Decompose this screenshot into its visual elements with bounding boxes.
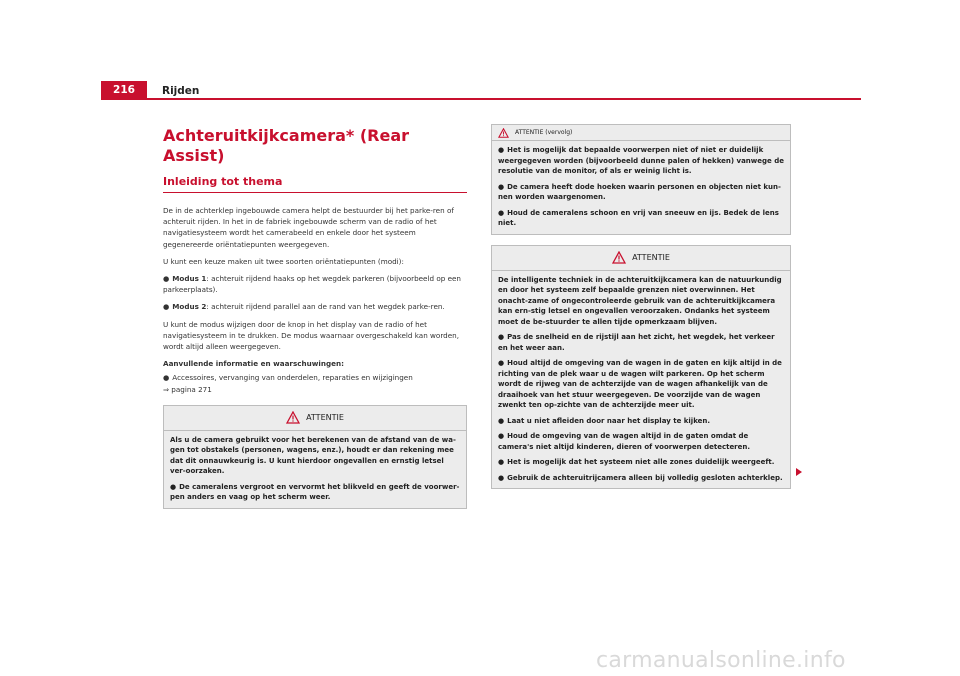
warning-body xyxy=(492,271,790,489)
bullet-icon: ● xyxy=(498,416,505,425)
mode-item xyxy=(163,301,467,312)
warning-bullet-text: Pas de snelheid en de rijstijl aan het zicht, het wegdek, het verkeer en het weer aan. xyxy=(498,333,775,352)
warning-bullet xyxy=(498,358,784,411)
chapter-title: Achteruitkijkcamera* (Rear Assist) xyxy=(163,126,410,165)
intro-text xyxy=(163,205,467,395)
warning-triangle-icon xyxy=(286,411,300,424)
bullet-icon: ● xyxy=(498,146,505,154)
warning-triangle-icon xyxy=(498,128,509,138)
warning-bullet xyxy=(498,473,784,484)
warning-header xyxy=(164,406,466,431)
warning-bullet-text: Houd altijd de omgeving van de wagen in de gaten en kijk altijd in de richting van de plek waar u de wagen wilt parkeren. Op het scherm wordt de rijweg van de achterzijde van de wagen afhankelijk van de draaihoek van het stuur weergegeven. De voorzijde van de wagen zwenkt ten op-zichte van de achterzijde meer uit. xyxy=(498,359,782,409)
extra-info-text: Accessoires, vervanging van onderdelen, reparaties en wijzigingen xyxy=(172,373,413,383)
mode-label: Modus 1 xyxy=(172,274,207,284)
warning-bullet-text: Het is mogelijk dat bepaalde voorwerpen niet of niet er duidelijk weergegeven worden (bijvoorbeeld dunne palen of hekken) vanwege de resolutie van de monitor, of als er weinig licht is. xyxy=(498,146,784,175)
warning-bullet xyxy=(498,208,784,229)
left-column xyxy=(163,126,467,509)
warning-bullet xyxy=(170,482,460,503)
warning-bullet-text: De camera heeft dode hoeken waarin personen en objecten niet kun-nen worden waargenomen. xyxy=(498,182,781,201)
mode-text: : achteruit rijdend parallel aan de rand van het wegdek parke-ren. xyxy=(206,302,445,312)
bullet-icon: ● xyxy=(498,458,505,466)
page-reference-link[interactable]: ⇒ pagina 271 xyxy=(163,384,212,394)
warning-bullet-text: Het is mogelijk dat het systeem niet alle zones duidelijk weergeeft. xyxy=(507,458,775,466)
bullet-icon: ● xyxy=(498,432,505,440)
paragraph: U kunt de modus wijzigen door de knop in het display van de radio of het navigatiesysteem in te drukken. De modus waarnaar overgeschakeld kan worden, wordt altijd alleen weergegeven. xyxy=(163,319,459,352)
warning-bullet xyxy=(498,457,784,468)
warning-paragraph: Als u de camera gebruikt voor het berekenen van de afstand van de wa-gen tot obstakels (personen, wagens, enz.), houdt er dan rekening mee dat dit onnauwkeurig is. U kunt hierdoor ongevallen en ernstig letsel ver-oorzaken. xyxy=(170,435,456,476)
warning-header xyxy=(492,246,790,271)
warning-box xyxy=(163,405,467,509)
warning-bullet-text: Houd de cameralens schoon en vrij van sneeuw en ijs. Bedek de lens niet. xyxy=(498,208,779,227)
warning-title: ATTENTIE xyxy=(306,413,344,423)
extra-info-item xyxy=(163,372,467,383)
warning-bullet xyxy=(498,145,784,177)
running-header-title: Rijden xyxy=(162,85,200,97)
right-column xyxy=(491,124,791,489)
warning-bullet-text: Laat u niet afleiden door naar het display te kijken. xyxy=(507,416,711,425)
warning-body xyxy=(164,431,466,508)
warning-bullet-text: Gebruik de achteruitrijcamera alleen bij volledig gesloten achterklep. xyxy=(507,473,783,482)
warning-box-continued xyxy=(491,124,791,235)
bullet-icon: ● xyxy=(163,274,170,284)
mode-text: : achteruit rijdend haaks op het wegdek parkeren (bijvoorbeeld op een parkeerplaats). xyxy=(163,274,461,295)
mode-label: Modus 2 xyxy=(172,302,207,312)
continue-arrow-icon xyxy=(796,468,802,476)
warning-bullet-text: Houd de omgeving van de wagen altijd in de gaten omdat de camera's niet altijd kinderen, dieren of voorwerpen detecteren. xyxy=(498,432,751,451)
page-number: 216 xyxy=(101,81,147,99)
warning-bullet xyxy=(498,431,784,452)
warning-paragraph: De intelligente techniek in de achteruitkijkcamera kan de natuurkundig en door het systeem zelf bepaalde grenzen niet overwinnen. Het onacht-zame of ongecontroleerde gebruik van de achteruitkijkcamera kan ern-stig letsel en ongevallen veroorzaken. Ondanks het systeem moet de be-stuurder te allen tijde opmerkzaam blijven. xyxy=(498,275,782,326)
paragraph: U kunt een keuze maken uit twee soorten oriëntatiepunten (modi): xyxy=(163,256,404,266)
extra-info-heading: Aanvullende informatie en waarschuwingen: xyxy=(163,359,344,369)
warning-body xyxy=(492,141,790,234)
warning-title: ATTENTIE xyxy=(632,253,670,262)
warning-bullet xyxy=(498,416,784,427)
watermark: carmanualsonline.info xyxy=(596,648,846,673)
bullet-icon: ● xyxy=(163,302,170,312)
warning-triangle-icon xyxy=(612,251,626,264)
header-divider xyxy=(101,98,861,100)
bullet-icon: ● xyxy=(170,482,177,491)
bullet-icon: ● xyxy=(498,208,505,217)
warning-box xyxy=(491,245,791,490)
warning-header xyxy=(492,125,790,141)
bullet-icon: ● xyxy=(498,473,505,482)
paragraph: De in de achterklep ingebouwde camera helpt de bestuurder bij het parke-ren of achteruit rijden. In het in de fabriek ingebouwde scherm van de radio of het navigatiesysteem wordt het camerabeeld en enkele door het systeem gegenereerde oriëntatiepunten weergegeven. xyxy=(163,206,454,249)
bullet-icon: ● xyxy=(498,359,505,367)
warning-bullet-text: De cameralens vergroot en vervormt het blikveld en geeft de voorwer-pen anders en vaag op het scherm weer. xyxy=(170,482,460,502)
warning-bullet xyxy=(498,332,784,353)
bullet-icon: ● xyxy=(498,333,505,341)
warning-bullet xyxy=(498,182,784,203)
bullet-icon: ● xyxy=(163,373,170,383)
bullet-icon: ● xyxy=(498,182,505,191)
warning-title: ATTENTIE (vervolg) xyxy=(515,129,573,136)
section-title: Inleiding tot thema xyxy=(163,174,467,193)
mode-item xyxy=(163,273,467,295)
